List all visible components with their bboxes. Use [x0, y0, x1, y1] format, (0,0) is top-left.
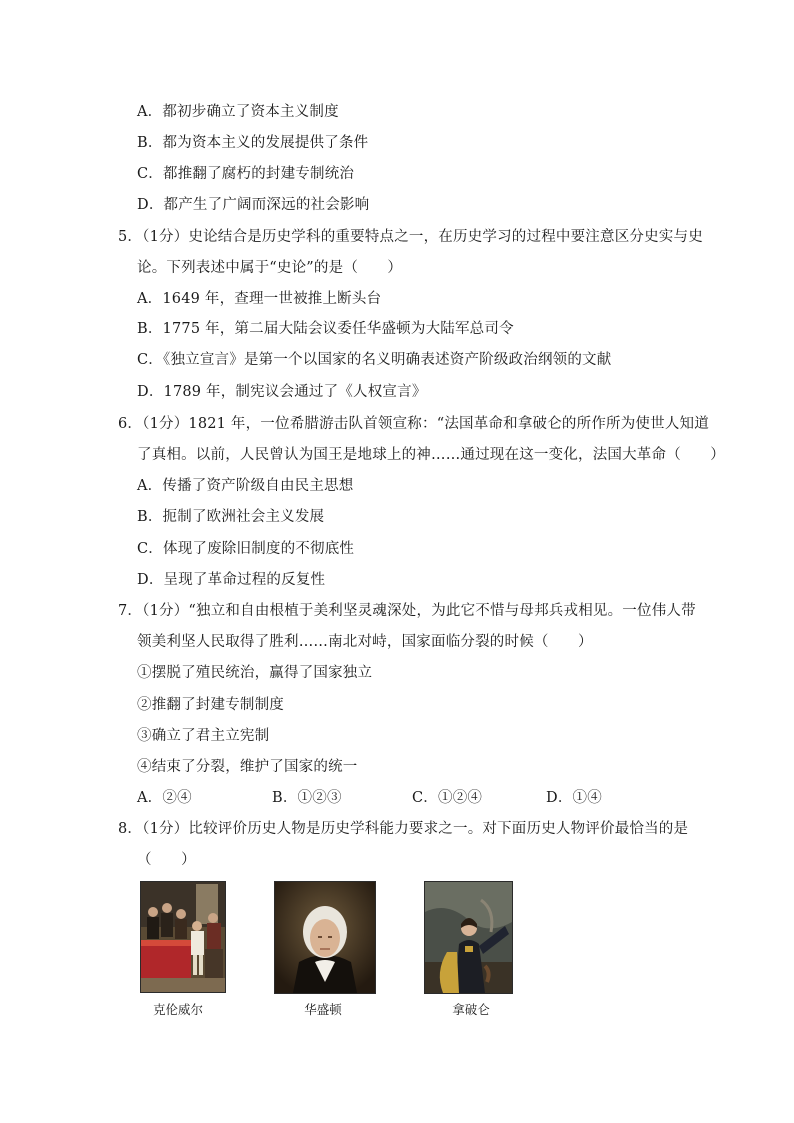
q7-stem-line2: 领美利坚人民取得了胜利……南北对峙，国家面临分裂的时候（ ） [137, 634, 593, 650]
q4-option-d: D．都产生了广阔而深远的社会影响 [137, 197, 370, 213]
q7-stem-line1: 7．（1分）“独立和自由根植于美利坚灵魂深处，为此它不惜与母邦兵戎相见。一位伟人带 [118, 603, 696, 619]
cromwell-painting-icon [140, 881, 226, 993]
q7-statement-4: ④结束了分裂，维护了国家的统一 [137, 759, 358, 775]
q7-option-c: C．①②④ [412, 790, 483, 806]
cromwell-painting-svg [141, 882, 225, 992]
q4-option-c: C．都推翻了腐朽的封建专制统治 [137, 166, 355, 182]
washington-portrait-icon [274, 881, 376, 994]
q8-stem-line1: 8．（1分）比较评价历史人物是历史学科能力要求之一。对下面历史人物评价最恰当的是 [118, 821, 689, 837]
q7-statement-2: ②推翻了封建专制制度 [137, 697, 284, 713]
q7-option-b: B．①②③ [272, 790, 342, 806]
q5-stem-line1: 5．（1分）史论结合是历史学科的重要特点之一，在历史学习的过程中要注意区分史实与史 [118, 229, 703, 245]
q4-option-a: A．都初步确立了资本主义制度 [137, 104, 339, 120]
washington-portrait-svg [275, 882, 375, 993]
caption-cromwell: 克伦威尔 [152, 1002, 203, 1017]
caption-washington: 华盛顿 [304, 1002, 342, 1017]
q7-option-a: A．②④ [137, 790, 192, 806]
q4-option-b: B．都为资本主义的发展提供了条件 [137, 135, 369, 151]
q6-option-c: C．体现了废除旧制度的不彻底性 [137, 541, 355, 557]
q5-option-b: B．1775 年，第二届大陆会议委任华盛顿为大陆军总司令 [137, 321, 514, 337]
q6-option-a: A．传播了资产阶级自由民主思想 [137, 478, 354, 494]
napoleon-painting-icon [424, 881, 513, 994]
q7-statement-1: ①摆脱了殖民统治，赢得了国家独立 [137, 665, 373, 681]
q5-option-c: C．《独立宣言》是第一个以国家的名义明确表述资产阶级政治纲领的文献 [137, 352, 612, 368]
q5-option-d: D．1789 年，制宪议会通过了《人权宣言》 [137, 384, 427, 400]
napoleon-painting-svg [425, 882, 512, 993]
q6-option-d: D．呈现了革命过程的反复性 [137, 572, 326, 588]
q6-stem-line1: 6．（1分）1821 年，一位希腊游击队首领宣称：“法国革命和拿破仑的所作所为使世人知道 [118, 416, 709, 432]
q7-option-d: D．①④ [546, 790, 602, 806]
q5-option-a: A．1649 年，查理一世被推上断头台 [137, 291, 382, 307]
q8-stem-line2: （ ） [137, 852, 196, 868]
q6-stem-line2: 了真相。以前，人民曾认为国王是地球上的神……通过现在这一变化，法国大革命（ ） [137, 447, 725, 463]
q6-option-b: B．扼制了欧洲社会主义发展 [137, 509, 325, 525]
q5-stem-line2: 论。下列表述中属于“史论”的是（ ） [137, 260, 403, 276]
caption-napoleon: 拿破仑 [452, 1002, 490, 1017]
q7-statement-3: ③确立了君主立宪制 [137, 728, 270, 744]
